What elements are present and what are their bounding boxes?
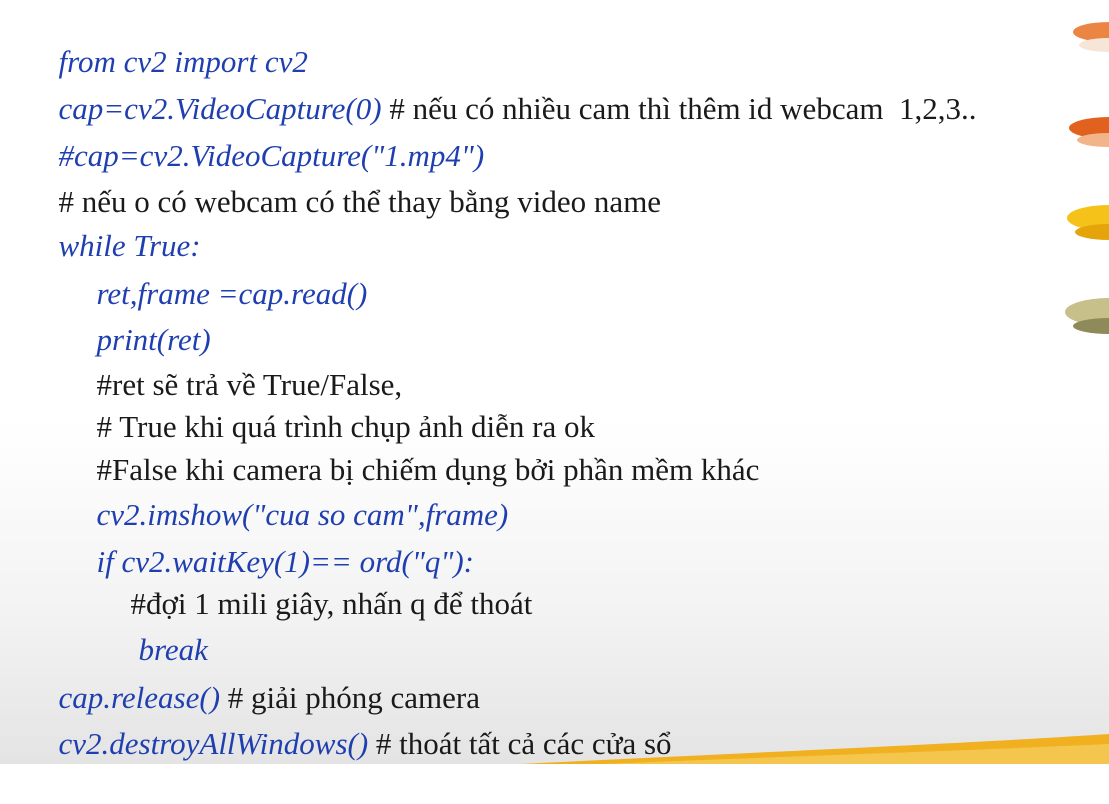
code-text: print(ret) [96, 322, 211, 357]
code-text: cap.release() [58, 680, 221, 715]
code-text: while True: [58, 228, 201, 263]
code-line-1 [12, 2, 308, 79]
comment-text: # nếu có nhiều cam thì thêm id webcam 1,2,3.. [381, 91, 977, 126]
code-line-14 [92, 590, 208, 667]
code-line-8 [50, 325, 403, 402]
comment-text: #ret sẽ trả về True/False, [96, 367, 403, 402]
comment-text: #False khi camera bị chiếm dụng bởi phần mềm khác [96, 452, 760, 487]
code-line-10 [50, 410, 760, 487]
code-line-7 [50, 280, 211, 357]
deco-ring-white [1079, 38, 1109, 52]
code-line-12 [50, 502, 474, 579]
code-line-15 [12, 638, 480, 715]
code-text: if cv2.waitKey(1)== ord("q"): [96, 544, 474, 579]
comment-text: # nếu o có webcam có thể thay bằng video name [58, 184, 662, 219]
code-line-13 [84, 544, 533, 621]
code-line-3 [12, 96, 485, 173]
code-text: #cap=cv2.VideoCapture("1.mp4") [58, 138, 485, 173]
code-text: from cv2 import cv2 [58, 44, 308, 79]
code-text: ret,frame =cap.read() [96, 276, 368, 311]
decorative-stack-graphic [1060, 0, 1109, 360]
code-line-11 [50, 455, 509, 532]
code-text: cv2.imshow("cua so cam",frame) [96, 497, 509, 532]
code-line-9 [50, 367, 596, 444]
comment-text: # thoát tất cả các cửa sổ [368, 726, 672, 761]
comment-text: #đợi 1 mili giây, nhấn q để thoát [130, 586, 533, 621]
code-text: cv2.destroyAllWindows() [58, 726, 369, 761]
comment-text: # giải phóng camera [220, 680, 480, 715]
code-line-6 [50, 234, 368, 311]
code-text: break [138, 632, 208, 667]
code-text: cap=cv2.VideoCapture(0) [58, 91, 382, 126]
comment-text: # True khi quá trình chụp ảnh diễn ra ok [96, 409, 596, 444]
code-line-4 [12, 142, 662, 219]
code-line-5 [12, 186, 201, 263]
code-line-2 [12, 49, 977, 126]
code-line-16 [12, 684, 672, 761]
